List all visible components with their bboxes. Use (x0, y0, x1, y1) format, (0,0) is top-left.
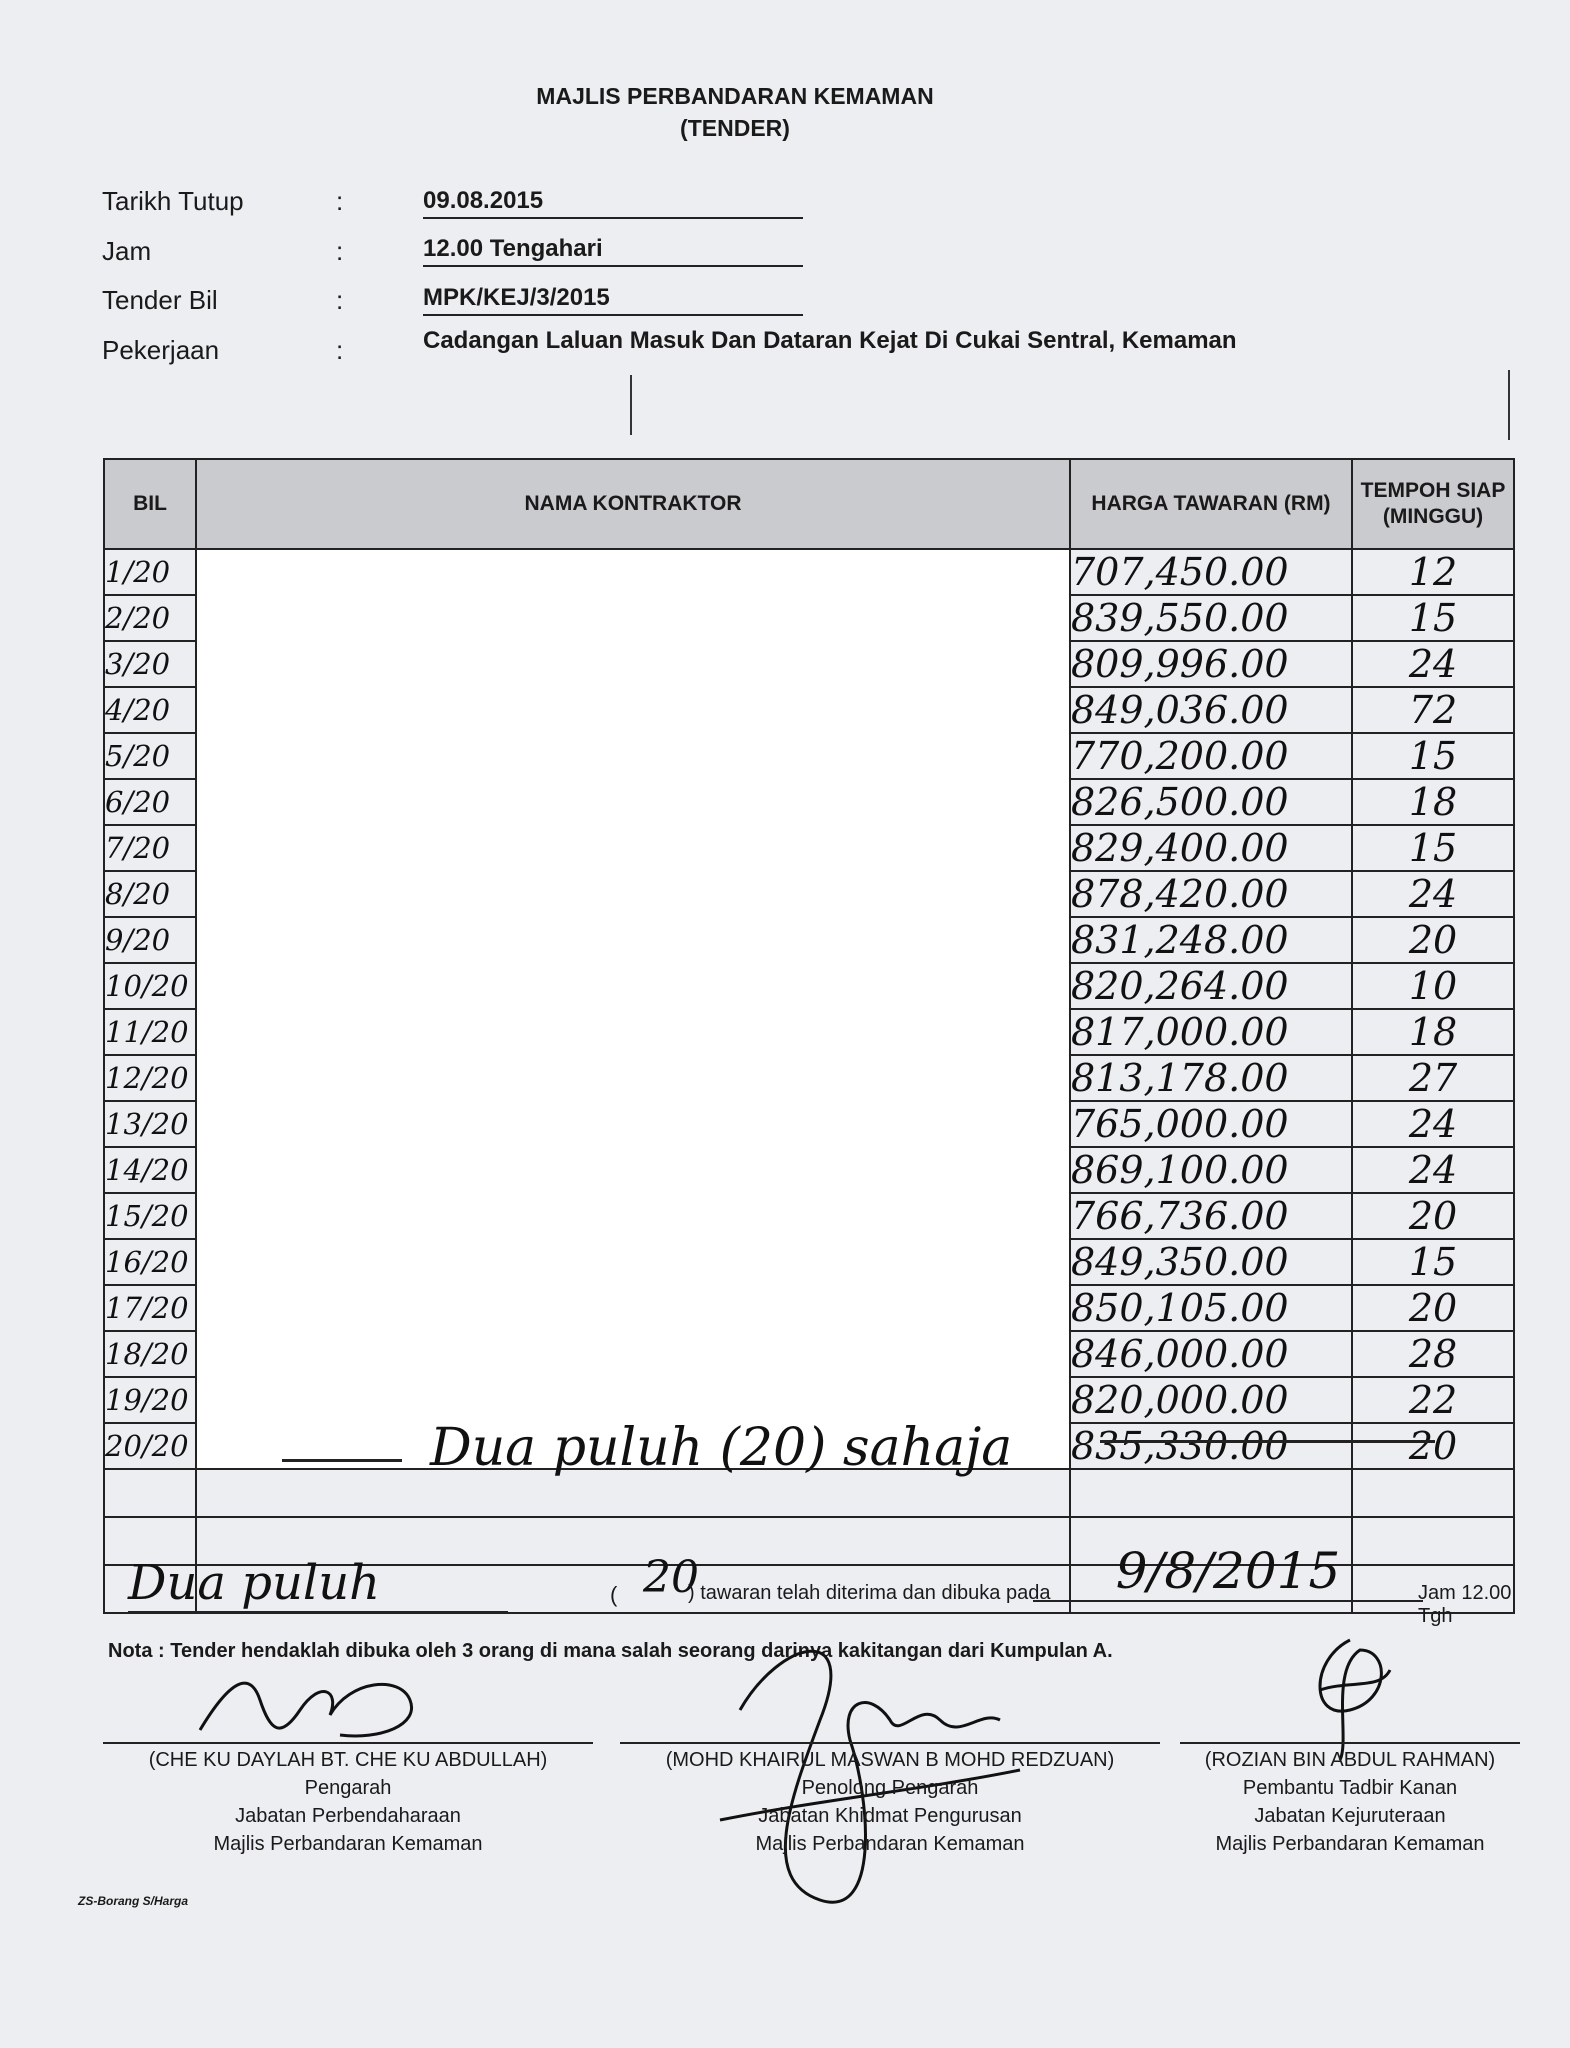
cell-bil: 11/20 (104, 1009, 196, 1055)
cell-bil: 1/20 (104, 549, 196, 595)
nota-text: Nota : Tender hendaklah dibuka oleh 3 orang di mana salah seorang darinya kakitangan dari Kumpulan A. (108, 1640, 1113, 1662)
cell-bil: 4/20 (104, 687, 196, 733)
cell-bil: 9/20 (104, 917, 196, 963)
cell-tempoh-siap: 10 (1352, 963, 1514, 1009)
cell-harga-tawaran: 869,100.00 (1070, 1147, 1352, 1193)
cell-bil: 14/20 (104, 1147, 196, 1193)
signatory-1-department: Jabatan Perbendaharaan (235, 1805, 461, 1827)
received-count-number: 20 (643, 1552, 699, 1603)
cell-tempoh-siap: 22 (1352, 1377, 1514, 1423)
cell-bil: 15/20 (104, 1193, 196, 1239)
cell-tempoh-siap: 18 (1352, 779, 1514, 825)
cell-bil-empty (104, 1469, 196, 1517)
cell-nama-kontraktor-redacted (196, 549, 1070, 1469)
cell-harga-tawaran: 770,200.00 (1070, 733, 1352, 779)
total-harga-line (1100, 1440, 1435, 1443)
field-value-tarikh-tutup: 09.08.2015 (423, 187, 803, 219)
cell-bil: 8/20 (104, 871, 196, 917)
received-text: ) tawaran telah diterima dan dibuka pada (688, 1582, 1051, 1604)
field-colon: : (336, 335, 344, 365)
cell-harga-tawaran: 826,500.00 (1070, 779, 1352, 825)
cell-harga-tawaran: 835,330.00 (1070, 1423, 1352, 1469)
cell-tempoh-siap: 15 (1352, 733, 1514, 779)
field-colon: : (336, 236, 344, 266)
cell-harga-tawaran: 839,550.00 (1070, 595, 1352, 641)
cell-bil: 3/20 (104, 641, 196, 687)
signatory-2-name: (MOHD KHAIRUL MASWAN B MOHD REDZUAN) (620, 1742, 1160, 1774)
cell-bil: 10/20 (104, 963, 196, 1009)
cell-bil: 12/20 (104, 1055, 196, 1101)
cell-bil: 6/20 (104, 779, 196, 825)
field-value-jam: 12.00 Tengahari (423, 235, 803, 267)
cell-bil: 19/20 (104, 1377, 196, 1423)
field-value-tender-bil: MPK/KEJ/3/2015 (423, 284, 803, 316)
cell-harga-tawaran: 849,350.00 (1070, 1239, 1352, 1285)
cell-harga-tawaran: 849,036.00 (1070, 687, 1352, 733)
cell-harga-tawaran: 809,996.00 (1070, 641, 1352, 687)
cell-harga-tawaran: 846,000.00 (1070, 1331, 1352, 1377)
signatory-2-position: Penolong Pengarah (801, 1777, 979, 1799)
cell-bil: 17/20 (104, 1285, 196, 1331)
cell-tempoh-siap: 28 (1352, 1331, 1514, 1377)
signatory-3-position: Pembantu Tadbir Kanan (1242, 1777, 1458, 1799)
cell-tempoh-empty (1352, 1469, 1514, 1517)
title-line-2: (TENDER) (680, 115, 790, 141)
cell-harga-tawaran: 817,000.00 (1070, 1009, 1352, 1055)
signatory-2 (620, 1742, 1160, 1858)
signatory-3 (1180, 1742, 1520, 1858)
header-harga-tawaran: HARGA TAWARAN (RM) (1070, 459, 1352, 549)
cell-tempoh-siap: 15 (1352, 1239, 1514, 1285)
header-bil: BIL (104, 459, 196, 549)
field-value-pekerjaan: Cadangan Laluan Masuk Dan Dataran Kejat Di Cukai Sentral, Kemaman (423, 327, 1237, 354)
field-label-tender-bil: Tender Bil (102, 285, 218, 315)
cell-bil: 7/20 (104, 825, 196, 871)
cell-harga-tawaran: 850,105.00 (1070, 1285, 1352, 1331)
received-count-words: Dua puluh (128, 1555, 508, 1613)
signature-1-drawing (190, 1660, 430, 1750)
document-title (0, 80, 1470, 144)
cell-tempoh-siap: 20 (1352, 1193, 1514, 1239)
cell-bil: 20/20 (104, 1423, 196, 1469)
cell-tempoh-siap: 27 (1352, 1055, 1514, 1101)
total-note-underline (282, 1459, 402, 1462)
cell-harga-tawaran: 820,264.00 (1070, 963, 1352, 1009)
form-code: ZS-Borang S/Harga (78, 1894, 189, 1908)
cell-bil: 5/20 (104, 733, 196, 779)
field-label-jam: Jam (102, 236, 152, 266)
field-colon: : (336, 186, 344, 216)
signatory-1-name: (CHE KU DAYLAH BT. CHE KU ABDULLAH) (103, 1742, 593, 1774)
cell-harga-empty (1070, 1469, 1352, 1517)
title-line-1: MAJLIS PERBANDARAN KEMAMAN (536, 83, 934, 109)
signatory-1-organization: Majlis Perbandaran Kemaman (213, 1833, 483, 1855)
signatory-2-organization: Majlis Perbandaran Kemaman (755, 1833, 1025, 1855)
cell-harga-tawaran: 878,420.00 (1070, 871, 1352, 917)
cell-bil: 13/20 (104, 1101, 196, 1147)
signatory-1 (103, 1742, 593, 1858)
cell-tempoh-siap: 20 (1352, 917, 1514, 963)
cell-tempoh-siap: 24 (1352, 871, 1514, 917)
cell-harga-tawaran: 766,736.00 (1070, 1193, 1352, 1239)
cell-tempoh-siap: 20 (1352, 1285, 1514, 1331)
signatory-3-name: (ROZIAN BIN ABDUL RAHMAN) (1180, 1742, 1520, 1774)
cell-harga-tawaran: 765,000.00 (1070, 1101, 1352, 1147)
signatory-3-organization: Majlis Perbandaran Kemaman (1215, 1833, 1485, 1855)
field-label-tarikh-tutup: Tarikh Tutup (102, 186, 244, 216)
cell-harga-tawaran: 707,450.00 (1070, 549, 1352, 595)
header-tempoh-siap: TEMPOH SIAP (MINGGU) (1352, 459, 1514, 549)
cell-harga-tawaran: 831,248.00 (1070, 917, 1352, 963)
cell-harga-tawaran: 813,178.00 (1070, 1055, 1352, 1101)
cell-bil: 16/20 (104, 1239, 196, 1285)
received-date: 9/8/2015 (1033, 1542, 1423, 1602)
cell-harga-tawaran: 829,400.00 (1070, 825, 1352, 871)
cell-tempoh-siap: 72 (1352, 687, 1514, 733)
received-time: Jam 12.00 Tgh (1418, 1582, 1512, 1627)
header-nama-kontraktor: NAMA KONTRAKTOR (196, 459, 1070, 549)
cell-tempoh-siap: 12 (1352, 549, 1514, 595)
table-row (104, 549, 1514, 595)
signatory-1-position: Pengarah (304, 1777, 392, 1799)
signatory-2-department: Jabatan Khidmat Pengurusan (758, 1805, 1022, 1827)
scan-artifact (1508, 370, 1510, 440)
received-paren-open: ( (610, 1582, 618, 1607)
signatory-3-department: Jabatan Kejuruteraan (1254, 1805, 1446, 1827)
cell-tempoh-siap: 24 (1352, 1101, 1514, 1147)
cell-tempoh-siap: 15 (1352, 825, 1514, 871)
cell-tempoh-siap: 24 (1352, 641, 1514, 687)
cell-tempoh-siap: 18 (1352, 1009, 1514, 1055)
field-label-pekerjaan: Pekerjaan (102, 335, 220, 365)
cell-tempoh-siap: 20 (1352, 1423, 1514, 1469)
cell-tempoh-siap: 15 (1352, 595, 1514, 641)
cell-harga-tawaran: 820,000.00 (1070, 1377, 1352, 1423)
scan-artifact (630, 375, 632, 435)
table-header-row (104, 459, 1514, 549)
field-colon: : (336, 285, 344, 315)
cell-bil: 18/20 (104, 1331, 196, 1377)
cell-tempoh-siap: 24 (1352, 1147, 1514, 1193)
cell-bil: 2/20 (104, 595, 196, 641)
total-note-handwritten: Dua puluh (20) sahaja (430, 1418, 1013, 1478)
